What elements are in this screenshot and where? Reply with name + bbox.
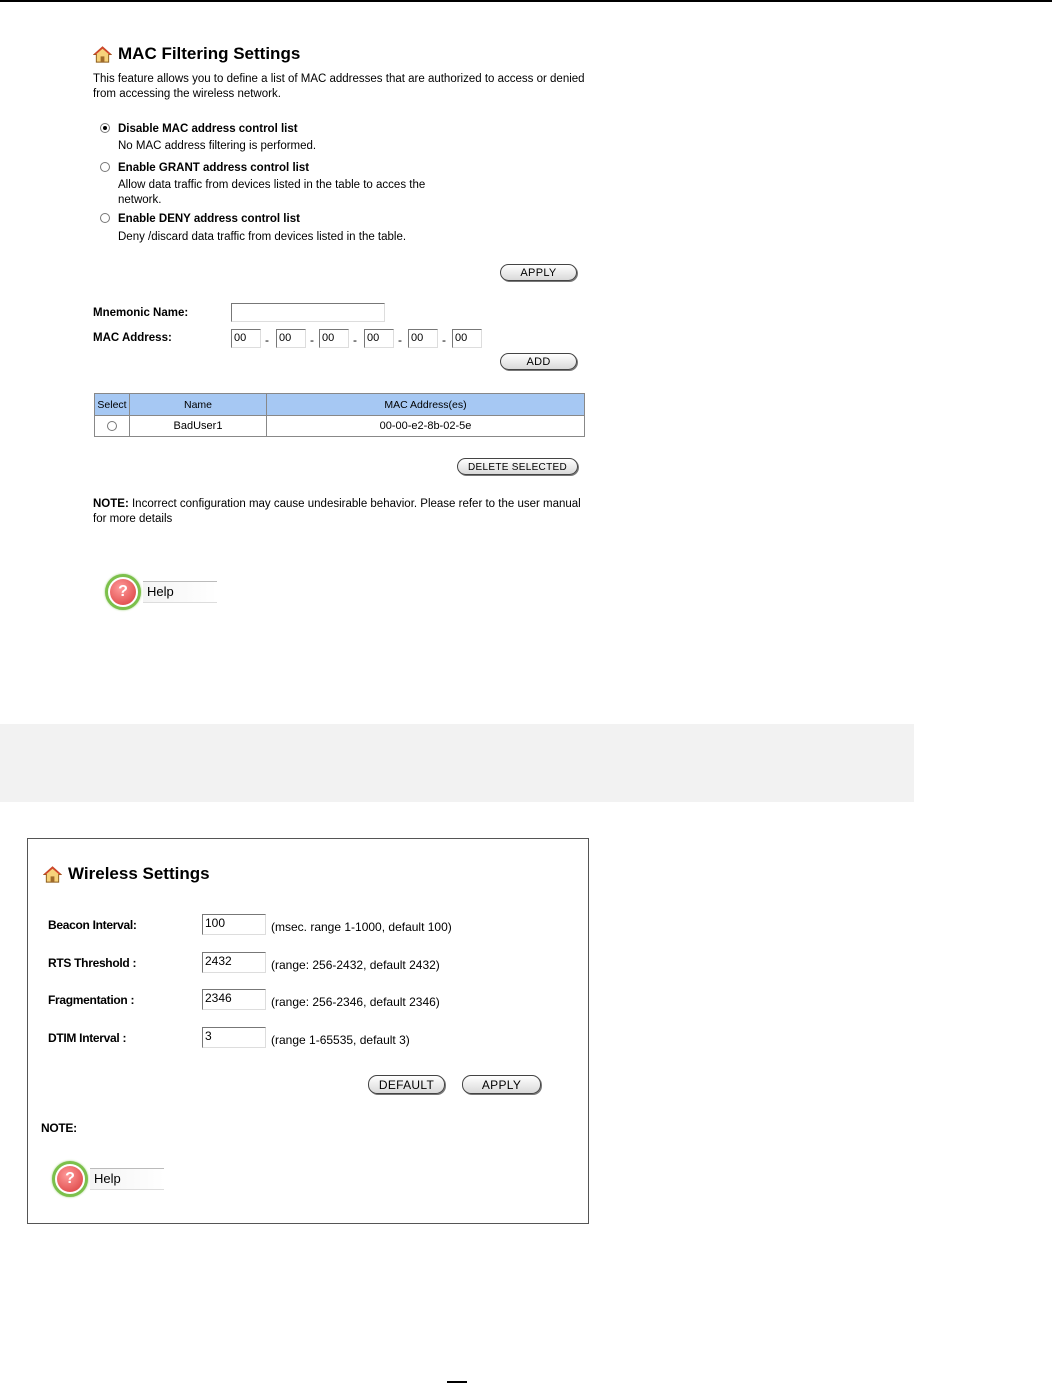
- mac-separator: -: [398, 333, 402, 347]
- description-line-1: This feature allows you to define a list of MAC addresses that are authorized to access or denied: [93, 73, 585, 85]
- option-deny-label: Enable DENY address control list: [118, 213, 300, 225]
- note-line-2: for more details: [93, 513, 173, 525]
- rts-threshold-hint: (range: 256-2432, default 2432): [271, 958, 440, 972]
- wireless-apply-button[interactable]: APPLY: [462, 1075, 541, 1094]
- wireless-help-button[interactable]: [52, 1161, 164, 1197]
- fragmentation-label: Fragmentation :: [48, 993, 135, 1007]
- wireless-settings-title-text: Wireless Settings: [68, 864, 210, 883]
- note-line-1: [93, 497, 581, 512]
- wireless-settings-title: [43, 864, 210, 884]
- option-disable-label: Disable MAC address control list: [118, 123, 298, 135]
- mac-address-table: [94, 393, 585, 437]
- mac-octet-5-input[interactable]: 00: [408, 329, 438, 348]
- beacon-interval-input[interactable]: 100: [202, 914, 266, 935]
- mac-filtering-description: [93, 72, 585, 102]
- help-question-mark: ?: [57, 1166, 83, 1192]
- header-name: Name: [130, 394, 267, 416]
- mac-help-label: Help: [143, 581, 217, 603]
- mac-filtering-title-text: MAC Filtering Settings: [118, 44, 301, 63]
- beacon-interval-hint: (msec. range 1-1000, default 100): [271, 920, 452, 934]
- row-select-cell: [95, 416, 130, 437]
- mac-separator: -: [442, 333, 446, 347]
- mac-octet-6-input[interactable]: 00: [452, 329, 482, 348]
- mac-separator: -: [310, 333, 314, 347]
- row-name: BadUser1: [130, 416, 267, 437]
- rts-threshold-label: RTS Threshold :: [48, 956, 137, 970]
- add-button[interactable]: ADD: [500, 353, 577, 370]
- option-deny-desc: Deny /discard data traffic from devices listed in the table.: [118, 231, 407, 243]
- top-rule: [0, 0, 1052, 2]
- default-button[interactable]: DEFAULT: [368, 1075, 445, 1094]
- fragmentation-hint: (range: 256-2346, default 2346): [271, 995, 440, 1009]
- mac-separator: -: [265, 333, 269, 347]
- mac-filtering-title: [93, 44, 300, 64]
- mac-octet-2-input[interactable]: 00: [276, 329, 306, 348]
- row-mac: 00-00-e2-8b-02-5e: [267, 416, 585, 437]
- beacon-interval-label: Beacon Interval:: [48, 918, 137, 932]
- header-select: Select: [95, 394, 130, 416]
- wireless-note: NOTE:: [41, 1121, 77, 1135]
- house-icon: [93, 45, 112, 64]
- mnemonic-label: Mnemonic Name:: [93, 307, 189, 319]
- option-disable-desc: No MAC address filtering is performed.: [118, 140, 317, 152]
- radio-enable-deny[interactable]: [100, 213, 110, 223]
- fragmentation-input[interactable]: 2346: [202, 989, 266, 1010]
- mac-octet-4-input[interactable]: 00: [364, 329, 394, 348]
- radio-disable-mac[interactable]: [100, 123, 110, 133]
- mac-address-label: MAC Address:: [93, 332, 172, 344]
- help-icon: [52, 1161, 88, 1197]
- dtim-interval-input[interactable]: 3: [202, 1027, 266, 1048]
- dtim-interval-label: DTIM Interval :: [48, 1031, 127, 1045]
- delete-selected-button[interactable]: DELETE SELECTED: [457, 458, 578, 475]
- note-text: Incorrect configuration may cause undesirable behavior. Please refer to the user manual: [128, 498, 581, 510]
- option-grant-label: Enable GRANT address control list: [118, 162, 310, 174]
- section-separator-band: [0, 724, 914, 802]
- table-header-row: [95, 394, 585, 416]
- radio-enable-grant[interactable]: [100, 162, 110, 172]
- wireless-settings-panel: [27, 838, 589, 1224]
- mac-octet-1-input[interactable]: 00: [231, 329, 261, 348]
- note-bold: NOTE:: [93, 498, 129, 510]
- mac-apply-button[interactable]: APPLY: [500, 264, 577, 281]
- help-question-mark: ?: [110, 579, 136, 605]
- table-row: [95, 416, 585, 437]
- option-grant-desc-1: Allow data traffic from devices listed in the table to acces the: [118, 179, 426, 191]
- mnemonic-name-input[interactable]: [231, 303, 385, 322]
- rts-threshold-input[interactable]: 2432: [202, 952, 266, 973]
- option-grant-desc-2: network.: [118, 194, 162, 206]
- mac-note: [93, 497, 581, 527]
- help-icon: [105, 574, 141, 610]
- header-mac: MAC Address(es): [267, 394, 585, 416]
- wireless-help-label: Help: [90, 1168, 164, 1190]
- house-icon: [43, 865, 62, 884]
- footer-rule: [447, 1381, 467, 1383]
- description-line-2: from accessing the wireless network.: [93, 88, 281, 100]
- mac-help-button[interactable]: [105, 574, 217, 610]
- dtim-interval-hint: (range 1-65535, default 3): [271, 1033, 410, 1047]
- row-select-radio[interactable]: [107, 421, 117, 431]
- mac-octet-3-input[interactable]: 00: [319, 329, 349, 348]
- mac-separator: -: [353, 333, 357, 347]
